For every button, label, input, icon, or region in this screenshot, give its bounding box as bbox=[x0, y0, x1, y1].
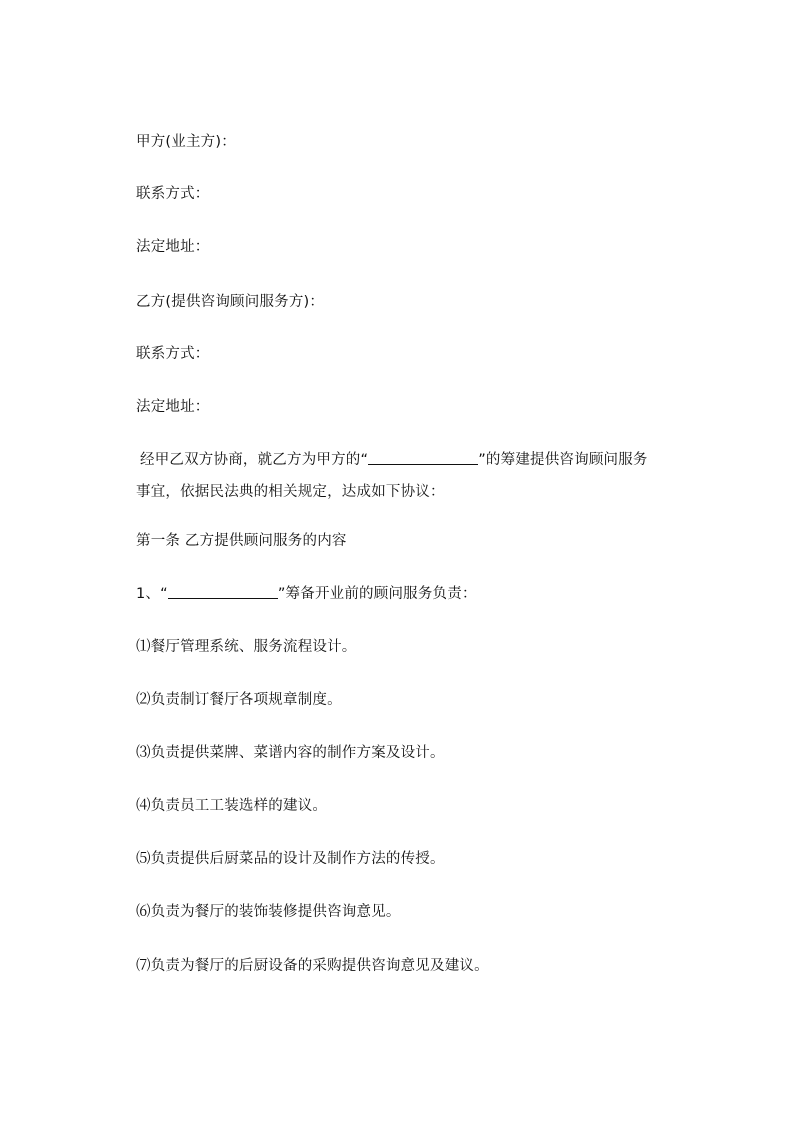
intro-part1: 经甲乙双方协商，就乙方为甲方的“ bbox=[140, 452, 369, 468]
subitem-5: ⑸负责提供后厨菜品的设计及制作方法的传授。 bbox=[136, 851, 445, 867]
subitem-7: ⑺负责为餐厅的后厨设备的采购提供咨询意见及建议。 bbox=[136, 958, 489, 974]
item-1-name-blank bbox=[168, 584, 278, 599]
item-1-suffix: ”筹备开业前的顾问服务负责： bbox=[277, 586, 477, 602]
intro-line-1 bbox=[136, 444, 716, 476]
subitem-6: ⑹负责为餐厅的装饰装修提供咨询意见。 bbox=[136, 904, 401, 920]
item-1-prefix: 1、“ bbox=[136, 586, 168, 602]
subitem-1: ⑴餐厅管理系统、服务流程设计。 bbox=[136, 639, 357, 655]
subitem-2: ⑵负责制订餐厅各项规章制度。 bbox=[136, 692, 342, 708]
article-1-item-1 bbox=[136, 584, 477, 604]
party-b-label: 乙方(提供咨询顾问服务方)： bbox=[136, 294, 325, 310]
party-b-address: 法定地址： bbox=[136, 399, 210, 415]
party-a-label: 甲方(业主方)： bbox=[136, 134, 236, 150]
party-a-address: 法定地址： bbox=[136, 239, 210, 255]
intro-paragraph bbox=[136, 444, 716, 508]
subitem-4: ⑷负责员工工装选样的建议。 bbox=[136, 798, 328, 814]
party-a-contact: 联系方式： bbox=[136, 186, 210, 202]
article-1-title: 第一条 乙方提供顾问服务的内容 bbox=[136, 533, 347, 549]
party-b-contact: 联系方式： bbox=[136, 346, 210, 362]
intro-part2: ”的筹建提供咨询顾问服务 bbox=[478, 452, 648, 468]
intro-line-2: 事宜，依据民法典的相关规定，达成如下协议： bbox=[136, 484, 445, 500]
project-name-blank bbox=[368, 450, 478, 465]
subitem-3: ⑶负责提供菜牌、菜谱内容的制作方案及设计。 bbox=[136, 745, 445, 761]
